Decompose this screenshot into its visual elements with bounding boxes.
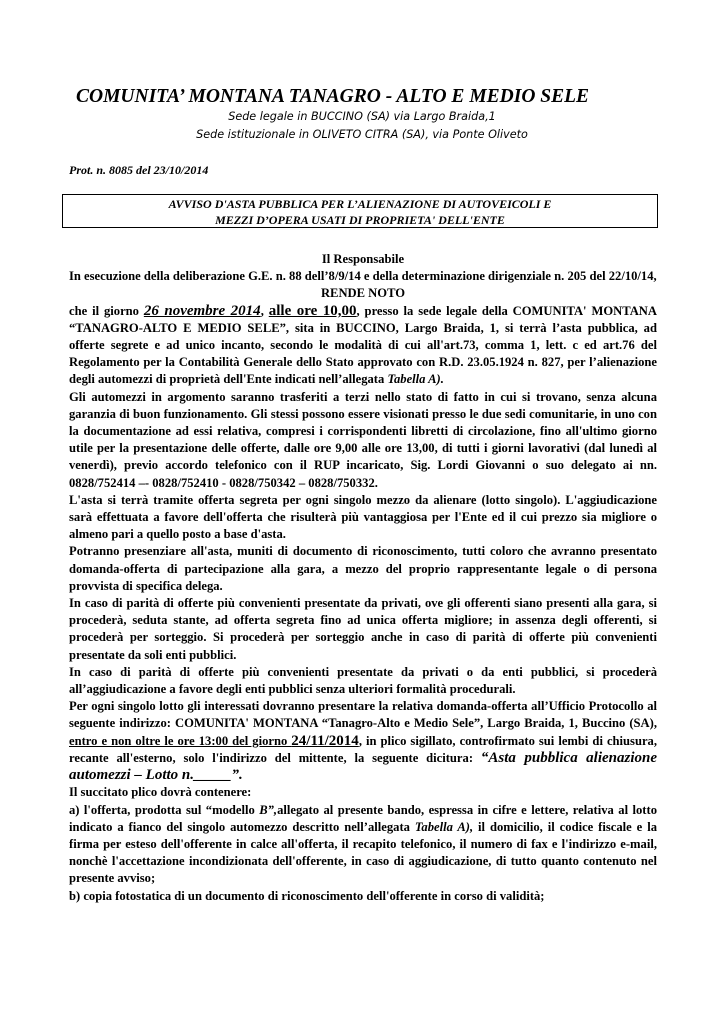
item-a-pre: a) l'offerta, prodotta sul “modello	[69, 802, 260, 817]
submission-paragraph	[69, 698, 657, 784]
envelope-caption: “Asta pubblica alienazione automezzi – Lotto n._____”.	[69, 749, 658, 784]
auction-time: alle ore 10,00	[268, 302, 357, 319]
vehicles-condition-paragraph: Gli automezzi in argomento saranno trasferiti a terzi nello stato di fatto in cui si trovano, senza alcuna garanzia di buon funzionamento. Gli stessi possono essere visionati presso le due sedi comunitarie, in uno con la documentazione ad essi relativa, compresi i corrispondenti libretti di circolazione, fino all'ultimo giorno utile per la presentazione delle offerte, dalle ore 9,00 alle ore 13,00, di tutti i giorni lavorativi (dal lunedì al venerdì), previo accordo telefonico con il RUP incaricato, Sig. Lordi Giovanni o suo delegato ai nn. 0828/752414 –- 0828/752410 - 0828/750342 – 0828/750332.	[69, 389, 657, 490]
notice-title-box	[62, 194, 658, 228]
p1-post: , presso la sede legale della COMUNITA' MONTANA “TANAGRO-ALTO E MEDIO SELE”, sita in BUCCINO, Largo Braida, 1, si terrà l’asta pubblica, ad offerte segrete e ad unico incanto, secondo le modalità di cui all'art.73, comma 1, lett. c ed art.76 del Regolamento per la Contabilità Generale dello Stato approvato con R.D. 23.05.1924 n. 827, per l’alienazione degli automezzi di proprietà dell'Ente indicati nell’allegata	[69, 303, 657, 387]
p7-pre: Per ogni singolo lotto gli interessati dovranno presentare la relativa domanda-offerta all’Ufficio Protocollo al seguente indirizzo: COMUNITA' MONTANA “Tanagro-Alto e Medio Sele”, Largo Braida, 1, Buccino (SA),	[69, 699, 657, 731]
auction-date: 26 novembre 2014	[143, 302, 261, 319]
contents-heading: Il succitato plico dovrà contenere:	[69, 785, 252, 800]
tie-public-paragraph: In caso di parità di offerte più convenienti presentate da privati o da enti pubblici, si procederà all’aggiudicazione a favore degli enti pubblici senza ulteriori formalità procedurali.	[69, 664, 657, 697]
model-b-ref: B”,	[259, 802, 278, 817]
organization-title: COMUNITA’ MONTANA TANAGRO - ALTO E MEDIO SELE	[76, 86, 590, 107]
protocol-number: Prot. n. 8085 del 23/10/2014	[69, 163, 209, 177]
deadline-date: 24/11/2014	[291, 732, 359, 749]
p1-pre: che il giorno	[69, 303, 144, 318]
notice-title-line-2: MEZZI D’OPERA USATI DI PROPRIETA' DELL'ENTE	[215, 213, 505, 227]
auction-date-paragraph	[69, 303, 657, 389]
item-a-mid: allegato al presente bando, espressa in cifre e lettere, relativa al lotto indicato a fianco del singolo automezzo descritto nell’allegata	[69, 802, 657, 834]
attendance-paragraph: Potranno presenziare all'asta, muniti di documento di riconoscimento, tutti coloro che avranno presentato domanda-offerta di partecipazione alla gara, a mezzo del proprio rappresentante legale o di persona provvista di specifica delega.	[69, 544, 657, 593]
tabella-a-ref-2: Tabella A),	[414, 819, 474, 834]
institutional-seat-line: Sede istituzionale in OLIVETO CITRA (SA), via Ponte Oliveto	[196, 128, 528, 141]
secret-offer-paragraph: L'asta si terrà tramite offerta segreta per ogni singolo mezzo da alienare (lotto singolo). L'aggiudicazione sarà effettuata a favore dell'offerta che risulterà più vantaggiosa per l'Ente ed il cui prezzo sia migliore o almeno pari a quello posto a base d'asta.	[69, 492, 657, 542]
responsabile-heading: Il Responsabile	[321, 252, 405, 266]
deadline-text: entro e non oltre le ore 13:00 del giorno	[69, 733, 292, 748]
rende-noto-heading: RENDE NOTO	[320, 286, 406, 301]
tabella-a-ref: Tabella A).	[387, 372, 444, 387]
notice-title-line-1: AVVISO D'ASTA PUBBLICA PER L’ALIENAZIONE DI AUTOVEICOLI E	[168, 197, 552, 211]
p7-post: , in plico sigillato, controfirmato sui lembi di chiusura, recante all'esterno, solo l'indirizzo del mittente, la seguente dicitura:	[69, 733, 657, 765]
intro-paragraph: In esecuzione della deliberazione G.E. n. 88 dell’8/9/14 e della determinazione dirigenziale n. 205 del 22/10/14,	[69, 269, 657, 284]
tie-private-paragraph: In caso di parità di offerte più convenienti presentate da privati, ove gli offerenti siano presenti alla gara, si procederà, seduta stante, ad offerta segreta fino ad unica offerta migliore; in assenza degli offerenti, si procederà per sorteggio. Si procederà per sorteggio anche in caso di parità di offerte più convenienti presentate da soli enti pubblici.	[69, 596, 657, 662]
legal-seat-line: Sede legale in BUCCINO (SA) via Largo Braida,1	[228, 110, 496, 123]
item-b-paragraph: b) copia fotostatica di un documento di riconoscimento dell'offerente in corso di validità;	[69, 888, 545, 903]
p1-comma: ,	[260, 303, 269, 318]
item-a-paragraph	[69, 802, 657, 888]
item-a-post: il domicilio, il codice fiscale e la firma per esteso dell'offerente in calce all'offerta, il recapito telefonico, il numero di fax e l'indirizzo e-mail, nonchè l'accettazione incondizionata dell'offerente, in caso di aggiudicazione, di tutto quanto contenuto nel presente avviso;	[69, 819, 658, 886]
document-body	[69, 251, 657, 905]
